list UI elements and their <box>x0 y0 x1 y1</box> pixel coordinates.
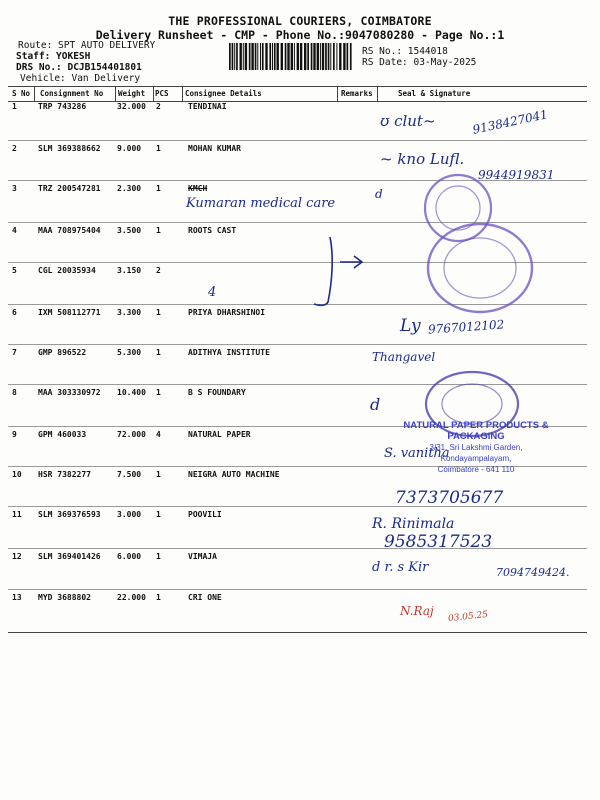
barcode-bar <box>274 43 276 70</box>
barcode-bar <box>243 43 244 70</box>
barcode-bar <box>269 43 271 70</box>
company-name: THE PROFESSIONAL COURIERS, COIMBATORE <box>168 14 432 28</box>
row-5-pcs: 2 <box>156 266 161 275</box>
row-13-weight: 22.000 <box>117 593 146 602</box>
row-6-consignee: PRIYA DHARSHINOI <box>188 308 266 317</box>
row-3-consignee: KMCH <box>188 184 208 193</box>
row-7-pcs: 1 <box>156 348 161 357</box>
vehicle: Vehicle: Van Delivery <box>20 73 141 84</box>
row-11-consignment: SLM 369376593 <box>38 510 101 519</box>
barcode-bar <box>304 43 306 70</box>
round-seal-r4 <box>420 218 540 318</box>
row-4-sno: 4 <box>12 226 17 235</box>
signature-r6: Ly <box>400 316 421 336</box>
row-8-pcs: 1 <box>156 388 161 397</box>
col-remarks: Remarks <box>341 89 373 98</box>
row-6-weight: 3.300 <box>117 308 142 317</box>
table-bottom-rule <box>8 632 587 633</box>
barcode-bar <box>232 43 234 70</box>
row-1-sno: 1 <box>12 102 17 111</box>
signature-r3: d <box>375 187 383 201</box>
row-6-pcs: 1 <box>156 308 161 317</box>
row-3-weight: 2.300 <box>117 184 142 193</box>
row-10-sno: 10 <box>12 470 22 479</box>
barcode-bar <box>333 43 335 70</box>
row-1-pcs: 2 <box>156 102 161 111</box>
stamp-line-2: PACKAGING <box>447 431 505 442</box>
runsheet-title: Delivery Runsheet - CMP - Phone No.:9047080280 - Page No.:1 <box>95 28 505 42</box>
row-2-sno: 2 <box>12 144 17 153</box>
row-divider <box>8 344 587 345</box>
row-11-weight: 3.000 <box>117 510 142 519</box>
barcode-bar <box>285 43 287 70</box>
row-2-weight: 9.000 <box>117 144 142 153</box>
row-12-pcs: 1 <box>156 552 161 561</box>
signature-phone-r2: 9944919831 <box>478 168 555 182</box>
row-13-consignee: CRI ONE <box>188 593 222 602</box>
row-8-sno: 8 <box>12 388 17 397</box>
barcode-bar <box>240 43 242 70</box>
col-sno: S No <box>12 89 31 98</box>
col-consignment: Consignment No <box>40 89 104 98</box>
row-2-pcs: 1 <box>156 144 161 153</box>
header-top-rule <box>8 86 587 87</box>
row-7-weight: 5.300 <box>117 348 142 357</box>
row-8-consignment: MAA 303330972 <box>38 388 101 397</box>
row-7-consignee: ADITHYA INSTITUTE <box>188 348 270 357</box>
row-4-weight: 3.500 <box>117 226 142 235</box>
barcode-bar <box>317 43 319 70</box>
row-13-pcs: 1 <box>156 593 161 602</box>
barcode-bar <box>297 43 299 70</box>
staff: Staff: YOKESH <box>16 51 91 62</box>
barcode-bar <box>347 43 349 70</box>
row-12-sno: 12 <box>12 552 22 561</box>
barcode-bar <box>236 43 238 70</box>
row-10-consignee: NEIGRA AUTO MACHINE <box>188 470 280 479</box>
barcode-bar <box>343 43 345 70</box>
row-3-pcs: 1 <box>156 184 161 193</box>
row-divider <box>8 589 587 590</box>
row-1-consignee: TENDINAI <box>188 102 227 111</box>
handwritten-consignee-r3: Kumaran medical care <box>186 196 336 211</box>
row-9-consignment: GPM 460033 <box>38 430 87 439</box>
row-10-consignment: HSR 7382277 <box>38 470 91 479</box>
barcode-bar <box>313 43 315 70</box>
col-seal-signature: Seal & Signature <box>398 89 471 98</box>
row-11-sno: 11 <box>12 510 22 519</box>
barcode-bar <box>339 43 341 70</box>
stamp-line-4: Kondayampalayam, <box>440 454 512 463</box>
row-1-weight: 32.000 <box>117 102 146 111</box>
row-2-consignee: MOHAN KUMAR <box>188 144 241 153</box>
row-11-pcs: 1 <box>156 510 161 519</box>
row-9-consignee: NATURAL PAPER <box>188 430 251 439</box>
barcode-bar <box>322 43 324 70</box>
barcode-bar <box>320 43 321 70</box>
barcode-bar <box>234 43 235 70</box>
rs-date: RS Date: 03-May-2025 <box>362 57 477 68</box>
barcode-bar <box>277 43 279 70</box>
barcode-bar <box>311 43 313 70</box>
barcode-bar <box>350 43 352 70</box>
stamp-line-1: NATURAL PAPER PRODUCTS & <box>403 420 549 431</box>
barcode-bar <box>325 43 327 70</box>
row-divider <box>8 140 587 141</box>
row-9-sno: 9 <box>12 430 17 439</box>
handwritten-consignee-r5: 4 <box>208 285 217 300</box>
barcode-bar <box>336 43 337 70</box>
barcode-bar <box>251 43 253 70</box>
signature-r11-phone: 9585317523 <box>384 532 493 552</box>
row-4-consignment: MAA 708975404 <box>38 226 101 235</box>
col-pcs: PCS <box>155 89 169 98</box>
company-stamp-natural-paper <box>396 420 556 475</box>
barcode-bar <box>265 43 267 70</box>
barcode-bar <box>281 43 283 70</box>
barcode-bar <box>294 43 295 70</box>
signature-r8: d <box>370 395 381 414</box>
row-5-sno: 5 <box>12 266 17 275</box>
signature-phone-r12: 7094749424. <box>496 566 570 579</box>
row-8-weight: 10.400 <box>117 388 146 397</box>
barcode-bar <box>300 43 302 70</box>
barcode-bar <box>330 43 331 70</box>
barcode-bar <box>257 43 258 70</box>
row-13-consignment: MYD 3688802 <box>38 593 91 602</box>
row-4-consignee: ROOTS CAST <box>188 226 237 235</box>
barcode-bar <box>229 43 231 70</box>
row-12-consignment: SLM 369401426 <box>38 552 101 561</box>
barcode-bar <box>255 43 257 70</box>
stamp-line-3: 3/31, Sri Lakshmi Garden, <box>429 443 523 452</box>
barcode-bar <box>328 43 330 70</box>
signature-r11-name: R. Rinimala <box>372 516 455 532</box>
col-consignee: Consignee Details <box>185 89 262 98</box>
row-1-consignment: TRP 743286 <box>38 102 87 111</box>
signature-r1: ʊ clut~ <box>380 112 436 130</box>
col-weight: Weight <box>118 89 146 98</box>
row-4-pcs: 1 <box>156 226 161 235</box>
row-13-sno: 13 <box>12 593 22 602</box>
row-2-consignment: SLM 369388662 <box>38 144 101 153</box>
row-11-consignee: POOVILI <box>188 510 222 519</box>
header-bottom-rule <box>8 101 587 102</box>
signature-r2: ~ kno Lufl. <box>380 150 465 168</box>
barcode-bar <box>272 43 273 70</box>
row-6-sno: 6 <box>12 308 17 317</box>
row-6-consignment: IXM 508112771 <box>38 308 101 317</box>
signature-r13: N.Raj <box>400 604 434 618</box>
row-8-consignee: B S FOUNDARY <box>188 388 246 397</box>
row-10-pcs: 1 <box>156 470 161 479</box>
signature-phone-r6: 9767012102 <box>427 317 505 337</box>
signature-r12: d r. s Kir <box>372 560 429 575</box>
barcode-bar <box>260 43 261 70</box>
signature-phone-r1: 9138427041 <box>471 107 549 137</box>
barcode-bar <box>262 43 264 70</box>
row-9-weight: 72.000 <box>117 430 146 439</box>
row-12-weight: 6.000 <box>117 552 142 561</box>
signature-date-r13: 03.05.25 <box>447 609 489 625</box>
row-7-sno: 7 <box>12 348 17 357</box>
barcode-bar <box>291 43 293 70</box>
rs-no: RS No.: 1544018 <box>362 46 448 57</box>
row-5-weight: 3.150 <box>117 266 142 275</box>
row-divider <box>8 548 587 549</box>
signature-r10-phone: 7373705677 <box>395 488 504 508</box>
row-7-consignment: GMP 896522 <box>38 348 87 357</box>
barcode-bar <box>307 43 309 70</box>
row-12-consignee: VIMAJA <box>188 552 217 561</box>
stamp-line-5: Coimbatore - 641 110 <box>437 465 515 474</box>
row-5-consignment: CGL 20035934 <box>38 266 96 275</box>
row-10-weight: 7.500 <box>117 470 142 479</box>
signature-r10-name: S. vanitha <box>384 446 450 461</box>
row-9-pcs: 4 <box>156 430 161 439</box>
bracket-arrow-mark <box>300 232 380 312</box>
drs-no: DRS No.: DCJB154401801 <box>16 62 142 73</box>
barcode-bar <box>245 43 247 70</box>
barcode-bar <box>249 43 251 70</box>
barcode <box>229 43 353 70</box>
row-3-consignment: TRZ 200547281 <box>38 184 101 193</box>
signature-r7: Thangavel <box>372 350 436 364</box>
route: Route: SPT AUTO DELIVERY <box>18 40 156 51</box>
barcode-bar <box>287 43 289 70</box>
row-3-sno: 3 <box>12 184 17 193</box>
